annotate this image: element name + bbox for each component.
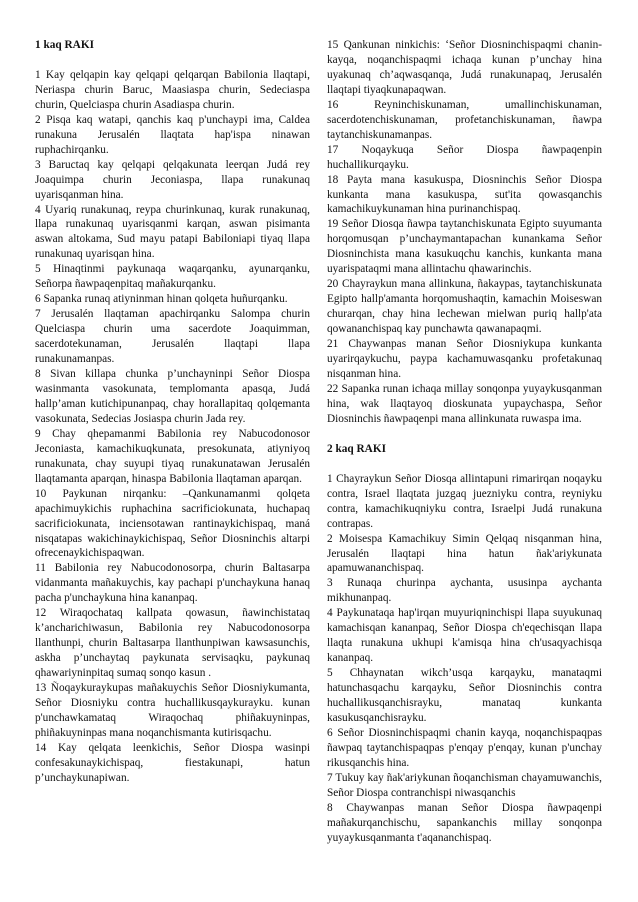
verse: 6 Señor Diosninchispaqmi chanin kayqa, noqanchispaqpas ñawpaq taytanchispaqpas p'enqay p'enqay, kunan p'unchay rikusqanchis hina. bbox=[327, 726, 602, 769]
verse: 5 Chhaynatan wikch’usqa karqayku, manataqmi hatunchasqachu karqayku, Señor Diosninchis contra huchallikusqanchisrayku, manataq kunkanta kasukusqanchisrayku. bbox=[327, 667, 602, 724]
chapter-heading: 1 kaq RAKI bbox=[35, 39, 95, 51]
verse: 14 Kay qelqata leenkichis, Señor Diospa wasinpi confesakunaykichispaq, fiestakunapi, hatun p’unchaykunapiwan. bbox=[35, 741, 310, 784]
verse: 11 Babilonia rey Nabucodonosorpa, churin Baltasarpa vidanmanta mañakuychis, kay pachapi p'unchaykuna hanaq pacha p'unchaykuna hina kananpaq. bbox=[35, 562, 310, 605]
verse: 20 Chayraykun mana allinkuna, ñakaypas, taytanchiskunata Egipto hallp'amanta horqomushaqtin, kamachin Moiseswan churarqan, chay hina lechewan mielwan puriq hallp'ata qowananchispaq kay punchawta qawanapaqmi. bbox=[327, 278, 602, 336]
verse: 21 Chaywanpas manan Señor Diosniykupa kunkanta uyarirqaykuchu, paypa kachamuwasqanku profetakunaq nisqanman hina. bbox=[327, 338, 602, 380]
verse: 3 Runaqa churinpa aychanta, ususinpa aychanta mikhunanpaq. bbox=[327, 577, 602, 605]
verse: 12 Wiraqochataq kallpata qowasun, ñawinchistataq k’ancharichiwasun, Babilonia rey Nabucodonosorpa llanthunpi, churin Baltasarpa llanthunpiwan kawsasunchis, askha p’unchaytaq paykunata servisaqku, paykunaq qhawariyninpitaq sumaq sonqo kasun . bbox=[35, 607, 310, 680]
verse: 2 Pisqa kaq watapi, qanchis kaq p'unchaypi ima, Caldea runakuna Jerusalén llaqtata hap'ispa ninawan ruphachirqanku. bbox=[35, 113, 310, 156]
verse: 1 Kay qelqapin kay qelqapi qelqarqan Babilonia llaqtapi, Neriaspa churin Baruc, Maasiaspa churin, Sedeciaspa churin, Quelciaspa churin Asadiaspa churin. bbox=[35, 68, 310, 111]
right-column bbox=[327, 38, 602, 846]
verse: 7 Jerusalén llaqtaman apachirqanku Salompa churin Quelciaspa churin uma sacerdote Joaquimman, sacerdotekunaman, Jerusalén llaqtapi llapa runakunamanpas. bbox=[35, 308, 310, 366]
verse: 5 Hinaqtinmi paykunaqa waqarqanku, ayunarqanku, Señorpa ñawpaqenpitaq mañakurqanku. bbox=[35, 263, 310, 291]
verse: 4 Paykunataqa hap'irqan muyuriqninchispi llapa suyukunaq kamachisqan kananpaq, Señor Diospa ch'eqechisqan llapa llaqta runakuna ukhupi k'amisqa hina ch'usaqyachisqa kananpaq. bbox=[327, 607, 602, 665]
verse: 8 Chaywanpas manan Señor Diospa ñawpaqenpi mañakurqanchischu, sapankanchis millay sonqonpa yuyaykusqanmanta t'aqananchispaq. bbox=[327, 801, 602, 844]
left-column bbox=[35, 38, 310, 786]
verse: 9 Chay qhepamanmi Babilonia rey Nabucodonosor Jeconiasta, kamachikuqkunata, presokunata, atiyniyoq runakunata, chay suyupi tiyaq runakunatawan Jerusalén llaqtamanta aparqan, hinaspa Babilonia llaqtaman aparqan. bbox=[35, 427, 310, 485]
verse: 18 Payta mana kasukuspa, Diosninchis Señor Diospa kunkanta mana kasukuspa, sut'ita qowasqanchis kamachikuykunaman hina purinanchispaq. bbox=[327, 173, 602, 216]
verse: 2 Moisespa Kamachikuy Simin Qelqaq nisqanman hina, Jerusalén llaqtapi hina hatun ñak'ariykunata apamuwananchispaq. bbox=[327, 532, 602, 575]
verse: 22 Sapanka runan ichaqa millay sonqonpa yuyaykusqanman hina, wak llaqtayoq dioskunata yupaychaspa, Señor Diosninchis ñawpaqenpi mana allinkunata ruwaspa ima. bbox=[327, 382, 602, 425]
verse: 3 Baructaq kay qelqapi qelqakunata leerqan Judá rey Joaquimpa churin Jeconiaspa, llapa runakunaq uyarisqanman hina. bbox=[35, 158, 310, 201]
verse: 17 Noqaykuqa Señor Diospa ñawpaqenpin huchallikurqayku. bbox=[327, 143, 602, 171]
verse: 19 Señor Diosqa ñawpa taytanchiskunata Egipto suyumanta horqomusqan p’unchaymantapachan kunankama Señor Diosninchista mana kasukuqchu kanchis, kunkanta mana uyarispataqmi mana allintachu qhawarinchis. bbox=[327, 218, 602, 276]
verse: 7 Tukuy kay ñak'ariykunan ñoqanchisman chayamuwanchis, Señor Diospa contranchispi niwasqanchis bbox=[327, 771, 602, 799]
verse: 1 Chayraykun Señor Diosqa allintapuni rimarirqan noqayku contra, Israel llaqtata juzgaq juezniyku contra, reyniyku contra, kamachikuqniyku contra, Israelpi Judá runakuna contrapas. bbox=[327, 472, 602, 530]
verse: 8 Sivan killapa chunka p’unchayninpi Señor Diospa wasinmanta vasokunata, templomanta apasqa, Judá hallp’aman kutichipunanpaq, chay horallapitaq qolqemanta vasokunata, Sedecias Josiaspa churin Jada rey. bbox=[35, 368, 310, 425]
verse: 16 Reyninchiskunaman, umallinchiskunaman, sacerdotenchiskunaman, profetanchiskunaman, ñawpa taytanchiskunamanpas. bbox=[327, 98, 602, 141]
verse: 13 Ñoqaykuraykupas mañakuychis Señor Diosniykumanta, Señor Diosniyku contra huchallikusqaykurayku. kunan p'unchawkamataq Wiraqochaq phiñakuyninpas, phiñakuyninpas mana noqanchismanta kutirisqachu. bbox=[35, 682, 310, 739]
chapter-heading: 2 kaq RAKI bbox=[327, 442, 387, 455]
verse: 10 Paykunan nirqanku: –Qankunamanmi qolqeta apachimuykichis ruphachina sacrificiokunata, huchapaq sacrificiokunata, inciensotawan rantinaykichispaq, maná nisqatapas wakichinaykichispaq, Señor Diosninchis altarpi ofrecenaykichispaqwan. bbox=[35, 487, 310, 560]
verse: 15 Qankunan ninkichis: ‘Señor Diosninchispaqmi chanin-kayqa, noqanchispaqmi ichaqa kunan p’unchay hina uyakunaq ch’aqwasqanqa, Judá runakunapaq, Jerusalén llaqtapi tiyaqkunapaqwan. bbox=[327, 39, 602, 96]
verse: 6 Sapanka runaq atiyninman hinan qolqeta huñurqanku. bbox=[35, 293, 288, 306]
verse: 4 Uyariq runakunaq, reypa churinkunaq, kurak runakunaq, llapa runakunaq uyarisqanmi karqan, aswan pisimanta aswan altokama, Sud mayu patapi Babiloniapi tiyaq llapa runakunaq uyarisqan hina. bbox=[35, 203, 310, 261]
